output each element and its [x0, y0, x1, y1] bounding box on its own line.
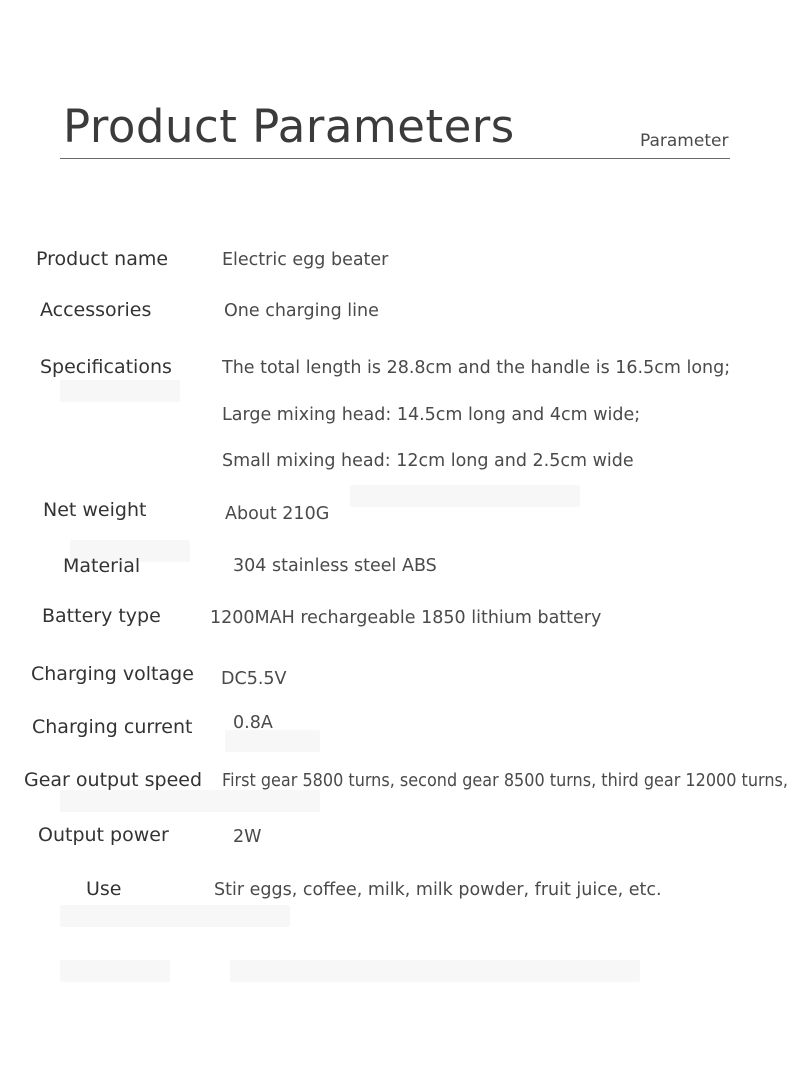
param-value-specifications-line-3: Small mixing head: 12cm long and 2.5cm wide	[222, 451, 634, 471]
param-value-net-weight: About 210G	[225, 504, 330, 524]
ghost-block	[60, 905, 290, 927]
param-label-specifications: Specifications	[40, 356, 172, 378]
param-value-specifications-line-1: The total length is 28.8cm and the handle is 16.5cm long;	[222, 358, 731, 378]
param-label-product-name: Product name	[36, 248, 169, 270]
param-label-charging-current: Charging current	[32, 716, 193, 738]
param-label-material: Material	[63, 555, 141, 577]
param-value-gear-output-speed: First gear 5800 turns, second gear 8500 turns, third gear 12000 turns,	[222, 771, 788, 791]
ghost-block	[60, 380, 180, 402]
ghost-block	[230, 960, 640, 982]
param-value-product-name: Electric egg beater	[222, 250, 389, 270]
ghost-block	[350, 485, 580, 507]
param-value-use: Stir eggs, coffee, milk, milk powder, fruit juice, etc.	[214, 880, 662, 900]
param-label-net-weight: Net weight	[43, 499, 147, 521]
param-value-charging-voltage: DC5.5V	[221, 669, 287, 689]
param-value-output-power: 2W	[233, 827, 262, 847]
param-label-gear-output-speed: Gear output speed	[24, 769, 203, 791]
ghost-block	[60, 790, 320, 812]
param-label-battery-type: Battery type	[42, 605, 161, 627]
param-value-accessories: One charging line	[224, 301, 379, 321]
param-value-material: 304 stainless steel ABS	[233, 556, 437, 576]
page-title: Product Parameters	[63, 100, 515, 153]
param-value-specifications-line-2: Large mixing head: 14.5cm long and 4cm wide;	[222, 405, 641, 425]
param-label-output-power: Output power	[38, 824, 169, 846]
param-label-accessories: Accessories	[40, 299, 152, 321]
param-label-use: Use	[86, 878, 122, 900]
page-subtitle: Parameter	[640, 131, 729, 151]
header-divider	[60, 158, 730, 159]
param-label-charging-voltage: Charging voltage	[31, 663, 194, 685]
ghost-block	[60, 960, 170, 982]
param-value-charging-current: 0.8A	[233, 713, 273, 733]
param-value-battery-type: 1200MAH rechargeable 1850 lithium battery	[210, 608, 602, 628]
